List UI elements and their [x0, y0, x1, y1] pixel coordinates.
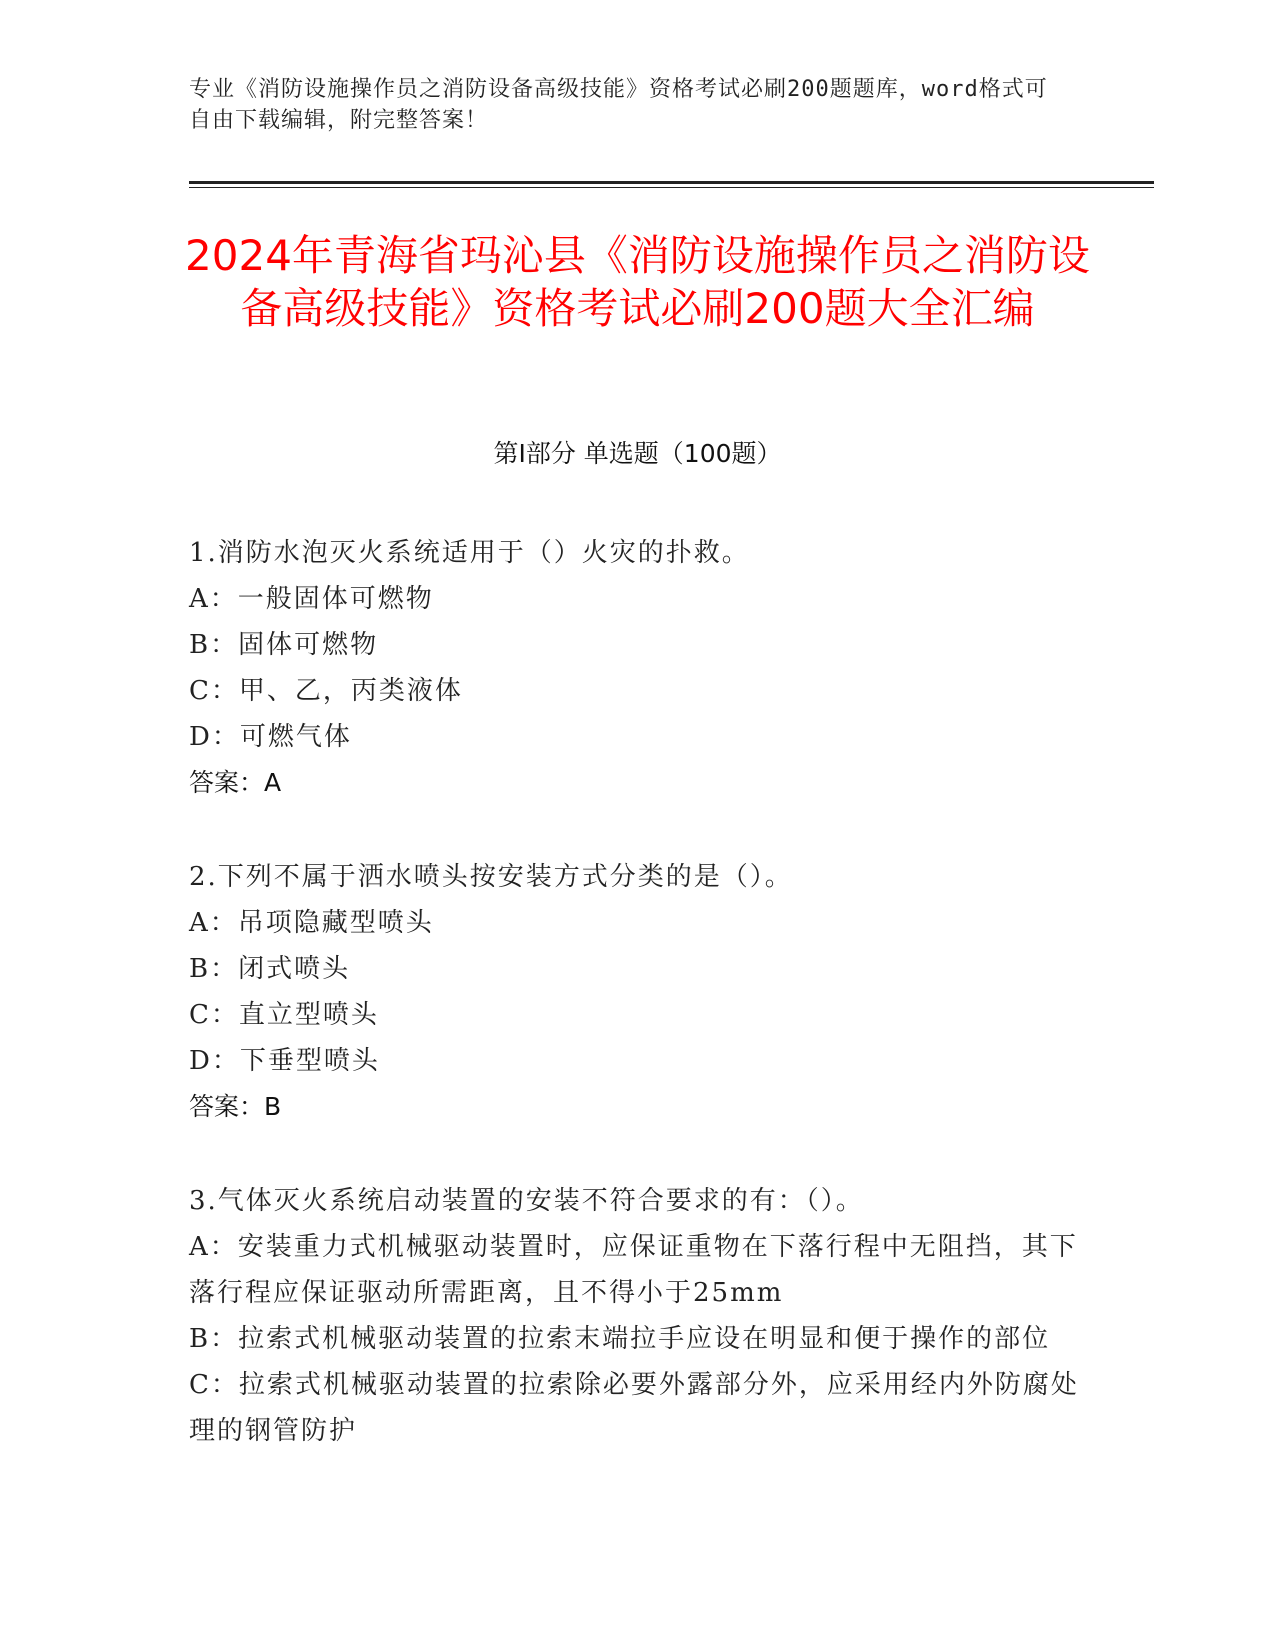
option-c: C：甲、乙，丙类液体 [189, 676, 463, 706]
question-stem: 3.气体灭火系统启动装置的安装不符合要求的有：（）。 [189, 1186, 864, 1216]
section-title: 第Ⅰ部分 单选题（100题） [493, 439, 782, 468]
header-note: 专业《消防设施操作员之消防设备高级技能》资格考试必刷200题题库，word格式可自由下载编辑，附完整答案！ [189, 77, 1048, 133]
question-2 [189, 854, 1089, 1130]
option-d: D：下垂型喷头 [189, 1046, 380, 1076]
option-a: A：安装重力式机械驱动装置时，应保证重物在下落行程中无阻挡，其下落行程应保证驱动所需距离，且不得小于25mm [189, 1232, 1078, 1308]
document-title: 2024年青海省玛沁县《消防设施操作员之消防设备高级技能》资格考试必刷200题大全汇编 [185, 231, 1090, 333]
option-c: C：拉索式机械驱动装置的拉索除必要外露部分外，应采用经内外防腐处理的钢管防护 [189, 1370, 1079, 1446]
answer: 答案：B [189, 1092, 282, 1121]
option-a: A：一般固体可燃物 [189, 584, 434, 614]
answer: 答案：A [189, 768, 282, 797]
question-3 [189, 1178, 1089, 1454]
option-a: A：吊项隐藏型喷头 [189, 908, 434, 938]
option-b: B：闭式喷头 [189, 954, 351, 984]
option-d: D：可燃气体 [189, 722, 352, 752]
option-c: C：直立型喷头 [189, 1000, 379, 1030]
question-stem: 1.消防水泡灭火系统适用于（）火灾的扑救。 [189, 538, 750, 568]
question-stem: 2.下列不属于洒水喷头按安装方式分类的是（）。 [189, 862, 793, 892]
header-rule-thin [189, 187, 1154, 188]
header-rule-thick [189, 181, 1154, 184]
question-list [189, 530, 1089, 1502]
option-b: B：拉索式机械驱动装置的拉索末端拉手应设在明显和便于操作的部位 [189, 1324, 1051, 1354]
question-1 [189, 530, 1089, 806]
option-b: B：固体可燃物 [189, 630, 379, 660]
